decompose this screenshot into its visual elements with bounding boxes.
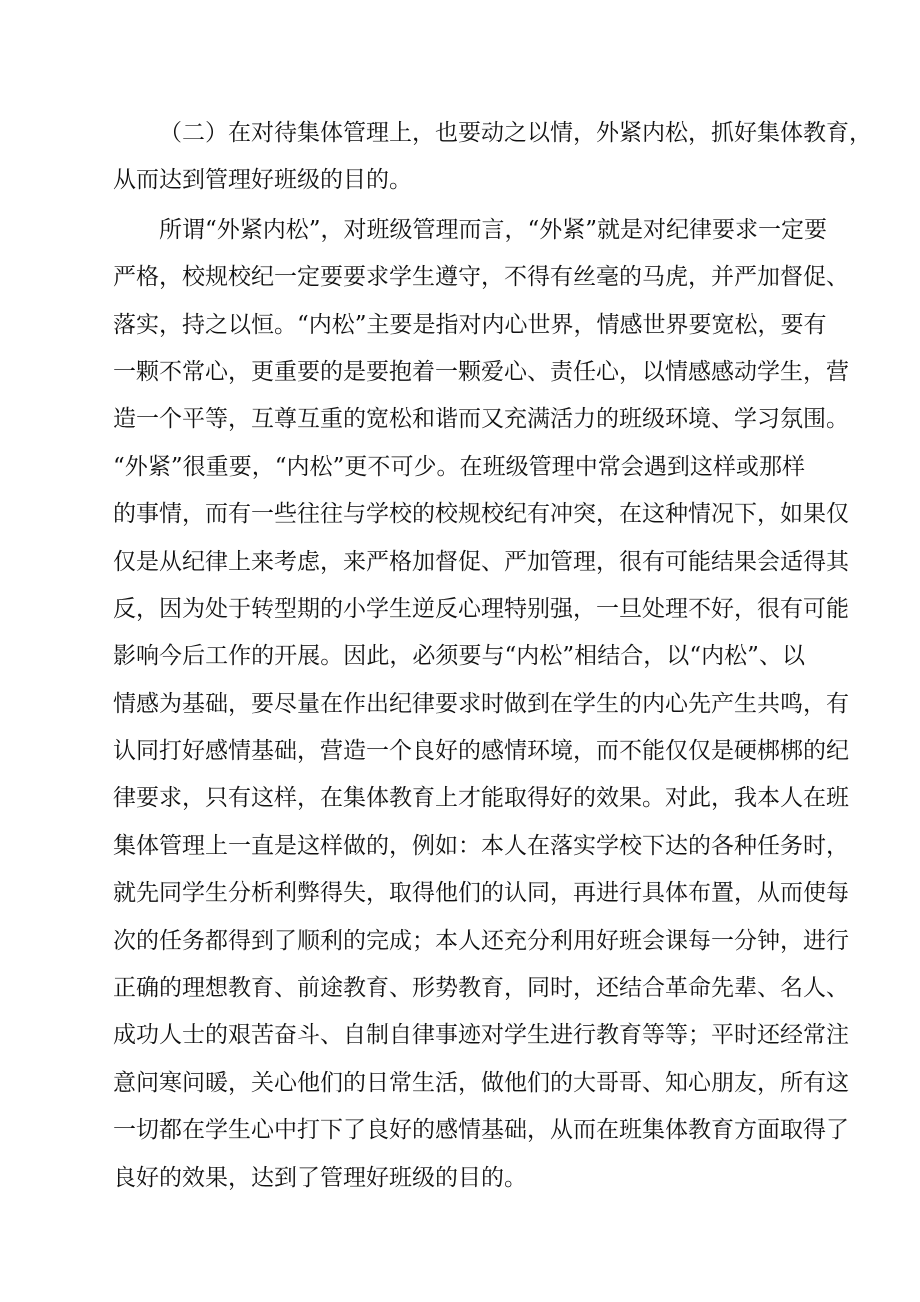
- text-line: 认同打好感情基础，营造一个良好的感情环境，而不能仅仅是硬梆梆的纪: [113, 738, 849, 765]
- text-line: （二）在对待集体管理上，也要动之以情，外紧内松，抓好集体教育，: [159, 120, 872, 146]
- text-line: 一颗不常心，更重要的是要抱着一颗爱心、责任心，以情感感动学生，营: [113, 358, 849, 385]
- text-line: 正确的理想教育、前途教育、形势教育，同时，还结合革命先辈、名人、: [113, 975, 849, 1002]
- text-line: 造一个平等，互尊互重的宽松和谐而又充满活力的班级环境、学习氛围。: [113, 406, 849, 433]
- text-line: 次的任务都得到了顺利的完成；本人还充分利用好班会课每一分钟，进行: [113, 927, 849, 954]
- text-line: 落实，持之以恒。“内松”主要是指对内心世界，情感世界要宽松，要有: [113, 311, 827, 338]
- text-line: 从而达到管理好班级的目的。: [113, 167, 412, 194]
- text-line: 律要求，只有这样，在集体教育上才能取得好的效果。对此，我本人在班: [113, 785, 849, 812]
- paragraph-1: [113, 110, 872, 205]
- text-line: “外紧”很重要，“内松”更不可少。在班级管理中常会遇到这样或那样: [113, 453, 805, 480]
- text-line: 的事情，而有一些往往与学校的校规校纪有冲突，在这种情况下，如果仅: [113, 501, 849, 528]
- text-line: 意问寒问暖，关心他们的日常生活，做他们的大哥哥、知心朋友，所有这: [113, 1069, 849, 1096]
- text-line: 反，因为处于转型期的小学生逆反心理特别强，一旦处理不好，很有可能: [113, 595, 849, 622]
- text-line: 一切都在学生心中打下了良好的感情基础，从而在班集体教育方面取得了: [113, 1117, 849, 1144]
- text-line: 仅是从纪律上来考虑，来严格加督促、严加管理，很有可能结果会适得其: [113, 548, 849, 575]
- text-line: 就先同学生分析利弊得失，取得他们的认同，再进行具体布置，从而使每: [113, 880, 849, 907]
- document-body: [113, 110, 872, 1202]
- text-line: 集体管理上一直是这样做的，例如：本人在落实学校下达的各种任务时，: [113, 832, 849, 859]
- text-line: 情感为基础，要尽量在作出纪律要求时做到在学生的内心先产生共鸣，有: [113, 690, 849, 717]
- text-line: 所谓“外紧内松”，对班级管理而言，“外紧”就是对纪律要求一定要: [159, 216, 828, 243]
- text-line: 成功人士的艰苦奋斗、自制自律事迹对学生进行教育等等；平时还经常注: [113, 1022, 849, 1049]
- text-line: 严格，校规校纪一定要要求学生遵守，不得有丝毫的马虎，并严加督促、: [113, 264, 849, 291]
- text-line: 影响今后工作的开展。因此，必须要与“内松”相结合，以“内松”、以: [113, 643, 805, 670]
- paragraph-2: [113, 207, 849, 1202]
- text-line: 良好的效果，达到了管理好班级的目的。: [113, 1164, 527, 1191]
